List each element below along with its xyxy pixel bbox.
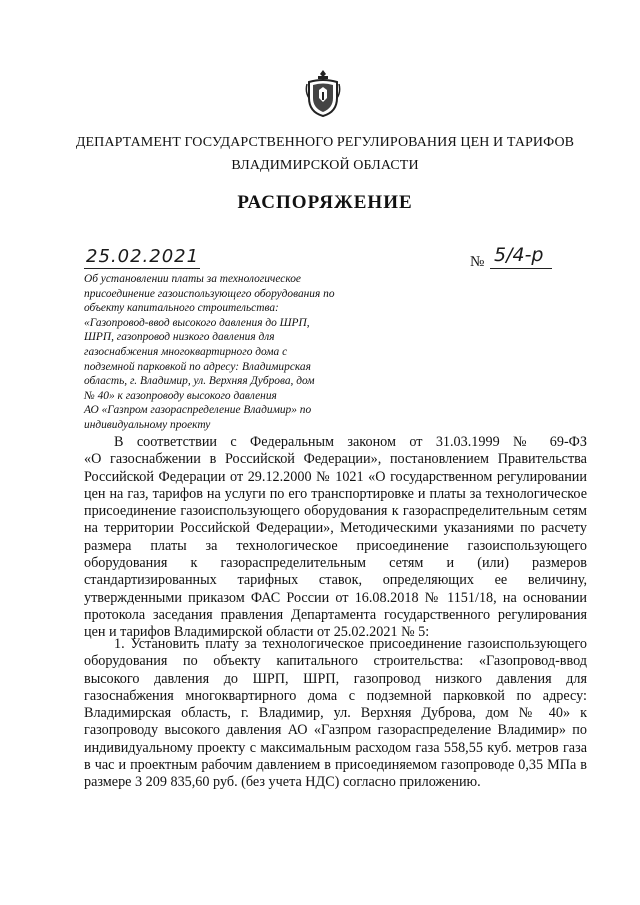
- subject-line: область, г. Владимир, ул. Верхняя Дуброва, дом: [84, 375, 315, 388]
- document-date: 25.02.2021: [86, 246, 200, 267]
- subject-line: объекту капитального строительства:: [84, 302, 279, 315]
- paragraph-line: в час и проектным рабочим давлением в присоединяемом газопроводе 0,35 МПа в: [84, 757, 587, 774]
- subject-line: АО «Газпром газораспределение Владимир» по: [84, 404, 312, 417]
- department-name-line1: ДЕПАРТАМЕНТ ГОСУДАРСТВЕННОГО РЕГУЛИРОВАНИЯ ЦЕН И ТАРИФОВ: [75, 135, 575, 150]
- subject-line: Об установлении платы за технологическое: [84, 273, 301, 285]
- paragraph-line: индивидуальному проекту с максимальным расходом газа 558,55 куб. метров газа: [84, 739, 587, 756]
- paragraph-line: Владимирская область, г. Владимир, ул. Верхняя Дуброва, дом № 40» к: [84, 705, 587, 722]
- date-underline: [84, 268, 200, 269]
- department-name-line2: ВЛАДИМИРСКОЙ ОБЛАСТИ: [231, 158, 419, 173]
- paragraph-line: высокого давления до ШРП, ШРП, газопровод низкого давления для: [84, 670, 587, 687]
- paragraph-line: оборудования по объекту капитального строительства: «Газопровод-ввод: [84, 653, 587, 670]
- number-label: №: [470, 254, 485, 270]
- paragraph-line: «О газоснабжении в Российской Федерации», постановлением Правительства: [84, 451, 587, 468]
- paragraph-line: В соответствии с Федеральным законом от 31.03.1999 № 69-ФЗ: [114, 434, 587, 450]
- paragraph-line: 1. Установить плату за технологическое присоединение газоиспользующего: [114, 636, 587, 652]
- paragraph-line: присоединение газоиспользующего оборудования к газораспределительным сетям: [84, 503, 587, 520]
- paragraph-line: газоснабжения многоквартирного дома с подземной парковкой по адресу:: [84, 687, 587, 704]
- subject-line: газоснабжения многоквартирного дома с: [84, 345, 288, 358]
- paragraph-line: оборудования к газораспределительным сетям и (или) размеров: [84, 555, 587, 572]
- subject-line: индивидуальному проекту: [84, 418, 211, 431]
- paragraph-line: цен на газ, тарифов на услуги по его транспортировке и платы за технологическое: [84, 485, 587, 502]
- paragraph-line: размера платы за технологическое присоединение газоиспользующего: [84, 537, 587, 554]
- subject-line: № 40» к газопроводу высокого давления: [84, 389, 277, 402]
- document-number: 5/4-р: [494, 244, 544, 266]
- document-title: РАСПОРЯЖЕНИЕ: [237, 192, 413, 213]
- paragraph-line: стандартизированных тарифных ставок, определяющих ее величину,: [84, 572, 587, 589]
- paragraph-item-1: [84, 636, 587, 792]
- paragraph-line: цен и тарифов Владимирской области от 25.02.2021 № 5:: [84, 624, 430, 641]
- paragraph-line: протокола заседания правления Департамента государственного регулирования: [84, 606, 587, 623]
- paragraph-line: газопроводу высокого давления АО «Газпром газораспределение Владимир» по: [84, 722, 587, 739]
- document-subject: [84, 272, 384, 433]
- paragraph-line: размере 3 209 835,60 руб. (без учета НДС) согласно приложению.: [84, 774, 481, 791]
- subject-line: присоединение газоиспользующего оборудования по: [84, 287, 335, 300]
- number-underline: [490, 268, 552, 269]
- paragraph-line: на территории Российской Федерации», Методическими указаниями по расчету: [84, 520, 587, 537]
- subject-line: ШРП, газопровод низкого давления для: [84, 331, 275, 344]
- subject-line: «Газопровод-ввод высокого давления до ШРП,: [84, 316, 310, 329]
- subject-line: подземной парковкой по адресу: Владимирская: [84, 360, 311, 373]
- coat-of-arms-icon: [305, 68, 341, 118]
- paragraph-line: Российской Федерации от 29.12.2000 № 1021 «О государственном регулировании: [84, 468, 587, 485]
- paragraph-preamble: [84, 434, 587, 642]
- paragraph-line: утвержденными приказом ФАС России от 16.08.2018 № 1151/18, на основании: [84, 589, 587, 606]
